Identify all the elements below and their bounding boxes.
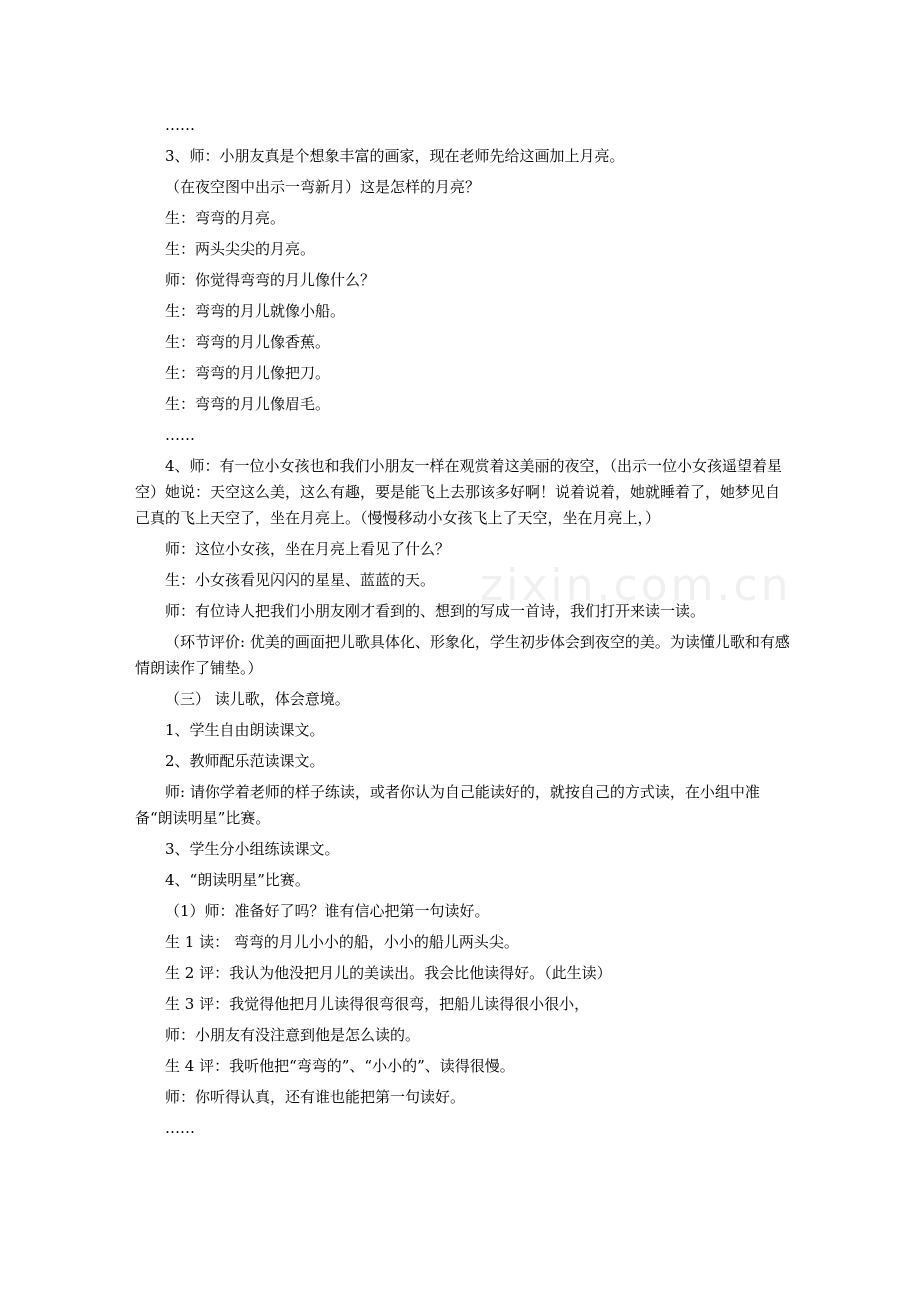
paragraph-item-4: 4、“朗读明星”比赛。 (165, 871, 310, 889)
watermark: zixin.com.cn (480, 560, 792, 611)
paragraph-student-1-read: 生 1 读： 弯弯的月儿小小的船，小小的船儿两头尖。 (165, 933, 519, 951)
paragraph-student-answer-6: 生：弯弯的月儿像眉毛。 (165, 395, 331, 413)
section-heading-3: （三） 读儿歌，体会意境。 (165, 690, 350, 708)
paragraph-step-3: 3、师：小朋友真是个想象丰富的画家，现在老师先给这画加上月亮。 (165, 147, 625, 165)
paragraph-teacher-question-2: 师：这位小女孩，坐在月亮上看见了什么？ (165, 540, 451, 558)
paragraph-student-3-comment: 生 3 评：我觉得他把月儿读得很弯很弯，把船儿读得很小很小， (165, 995, 590, 1013)
paragraph-ellipsis-2: …… (165, 426, 195, 444)
paragraph-teacher-intro-poem: 师：有位诗人把我们小朋友刚才看到的、想到的写成一首诗，我们打开来读一读。 (165, 602, 706, 620)
document-body (135, 112, 791, 1146)
paragraph-teacher-closing: 师：你听得认真，还有谁也能把第一句读好。 (165, 1088, 466, 1106)
paragraph-student-answer-3: 生：弯弯的月儿就像小船。 (165, 302, 346, 320)
paragraph-teacher-question-1: 师：你觉得弯弯的月儿像什么？ (165, 271, 376, 289)
paragraph-student-answer-2: 生：两头尖尖的月亮。 (165, 240, 316, 258)
paragraph-student-answer-7: 生：小女孩看见闪闪的星星、蓝蓝的天。 (165, 571, 436, 589)
paragraph-evaluation: （环节评价: 优美的画面把儿歌具体化、形象化，学生初步体会到夜空的美。为读懂儿歌和有感情朗读作了铺垫。） (135, 633, 790, 677)
paragraph-item-3: 3、学生分小组练读课文。 (165, 840, 340, 858)
paragraph-student-4-comment: 生 4 评：我听他把“弯弯的”、“小小的”、读得很慢。 (165, 1057, 515, 1075)
paragraph-step-4: 4、师：有一位小女孩也和我们小朋友一样在观赏着这美丽的夜空，（出示一位小女孩遥望着星空）她说：天空这么美，这么有趣，要是能飞上去那该多好啊！说着说着，她就睡着了，她梦见自己真的飞上天空了，坐在月亮上。（慢慢移动小女孩飞上了天空，坐在月亮上，） (135, 457, 783, 527)
paragraph-teacher-instruction: 师: 请你学着老师的样子练读，或者你认为自己能读好的，就按自己的方式读，在小组中准备“朗读明星”比赛。 (135, 783, 760, 827)
paragraph-ellipsis-3: …… (165, 1119, 195, 1137)
paragraph-teacher-note: 师：小朋友有没注意到他是怎么读的。 (165, 1026, 421, 1044)
paragraph-student-answer-4: 生：弯弯的月儿像香蕉。 (165, 333, 331, 351)
paragraph-item-1: 1、学生自由朗读课文。 (165, 721, 325, 739)
paragraph-student-answer-5: 生：弯弯的月儿像把刀。 (165, 364, 331, 382)
paragraph-student-answer-1: 生：弯弯的月亮。 (165, 209, 286, 227)
paragraph-student-2-comment: 生 2 评：我认为他没把月儿的美读出。我会比他读得好。（此生读） (165, 964, 612, 982)
paragraph-sub-item-1: （1）师：准备好了吗？谁有信心把第一句读好。 (165, 902, 490, 920)
paragraph-ellipsis-1: …… (165, 116, 195, 134)
paragraph-item-2: 2、教师配乐范读课文。 (165, 752, 325, 770)
paragraph-show-moon: （在夜空图中出示一弯新月）这是怎样的月亮？ (165, 178, 481, 196)
